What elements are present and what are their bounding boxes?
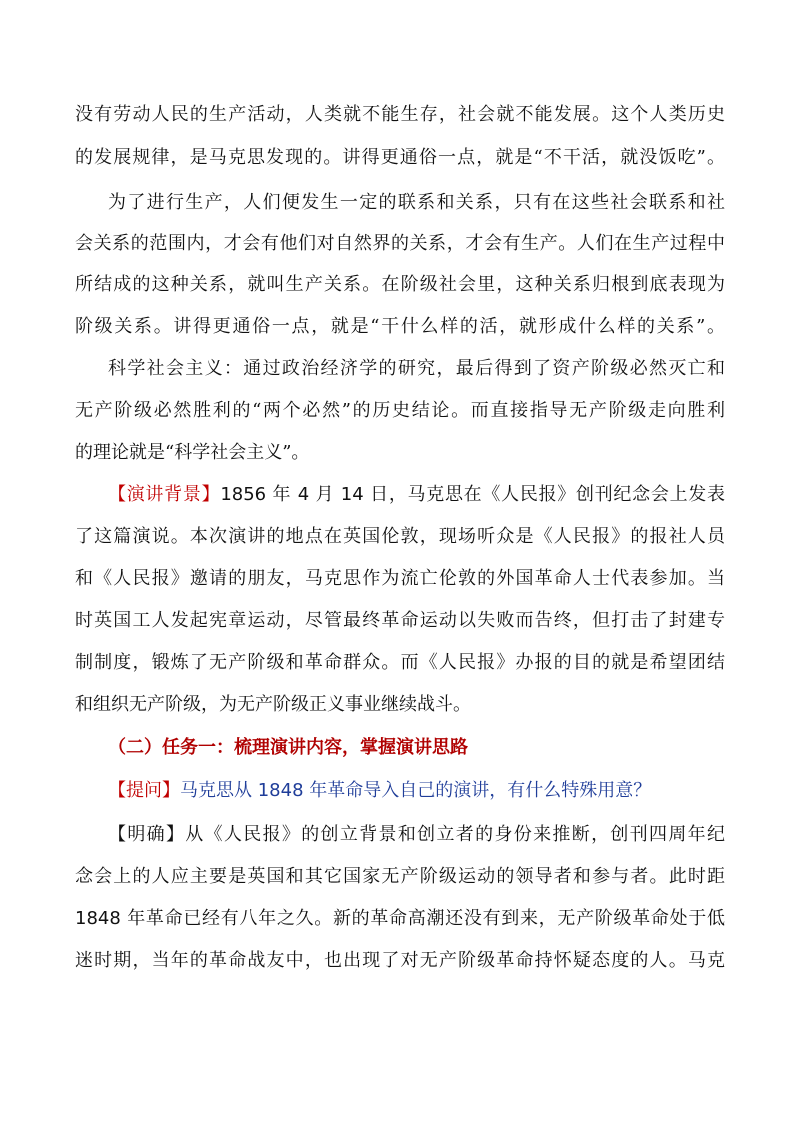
paragraph-3-line-1: 科学社会主义：通过政治经济学的研究，最后得到了资产阶级必然灭亡和 [108, 358, 725, 379]
paragraph-3-line-3: 的理论就是“科学社会主义”。 [75, 442, 310, 463]
answer-first-line: 从《人民报》的创立背景和创立者的身份来推断，创刊四周年纪 [185, 824, 726, 845]
paragraph-2-line-4: 阶级关系。讲得更通俗一点，就是“干什么样的活，就形成什么样的关系”。 [75, 316, 725, 337]
paragraph-1-line-1: 没有劳动人民的生产活动，人类就不能生存，社会就不能发展。这个人类历史 [75, 104, 725, 125]
paragraph-4-line-2: 了这篇演说。本次演讲的地点在英国伦敦，现场听众是《人民报》的报社人员 [75, 526, 725, 547]
paragraph-2-line-2: 会关系的范围内，才会有他们对自然界的关系，才会有生产。人们在生产过程中 [75, 233, 725, 254]
paragraph-4-line-6: 和组织无产阶级，为无产阶级正义事业继续战斗。 [75, 694, 471, 715]
paragraph-4-line-5: 制制度，锻炼了无产阶级和革命群众。而《人民报》办报的目的就是希望团结 [75, 652, 725, 673]
answer-label: 【明确】 [108, 824, 186, 845]
paragraph-2-line-3: 所结成的这种关系，就叫生产关系。在阶级社会里，这种关系归根到底表现为 [75, 274, 725, 295]
paragraph-1-line-2: 的发展规律，是马克思发现的。讲得更通俗一点，就是“不干活，就没饭吃”。 [75, 147, 725, 168]
paragraph-2-line-1: 为了进行生产，人们便发生一定的联系和关系，只有在这些社会联系和社 [108, 192, 725, 213]
answer-line-1 [108, 818, 725, 852]
paragraph-4-line-4: 时英国工人发起宪章运动，尽管最终革命运动以失败而告终，但打击了封建专 [75, 610, 725, 631]
answer-line-4: 迷时期，当年的革命战友中，也出现了对无产阶级革命持怀疑态度的人。马克 [75, 950, 725, 971]
question-label: 【提问】 [108, 780, 180, 801]
question-text: 马克思从 1848 年革命导入自己的演讲，有什么特殊用意？ [180, 780, 652, 801]
paragraph-4-line-1 [108, 478, 725, 512]
speech-background-first-line: 1856 年 4 月 14 日，马克思在《人民报》创刊纪念会上发表 [220, 484, 726, 505]
answer-line-3: 1848 年革命已经有八年之久。新的革命高潮还没有到来，无产阶级革命处于低 [75, 908, 725, 929]
paragraph-3-line-2: 无产阶级必然胜利的“两个必然”的历史结论。而直接指导无产阶级走向胜利 [75, 400, 725, 421]
section-heading: （二）任务一：梳理演讲内容，掌握演讲思路 [108, 737, 468, 758]
paragraph-4-line-3: 和《人民报》邀请的朋友，马克思作为流亡伦敦的外国革命人士代表参加。当 [75, 568, 725, 589]
answer-line-2: 念会上的人应主要是英国和其它国家无产阶级运动的领导者和参与者。此时距 [75, 866, 725, 887]
question-line [108, 774, 725, 808]
speech-background-label: 【演讲背景】 [108, 484, 221, 505]
